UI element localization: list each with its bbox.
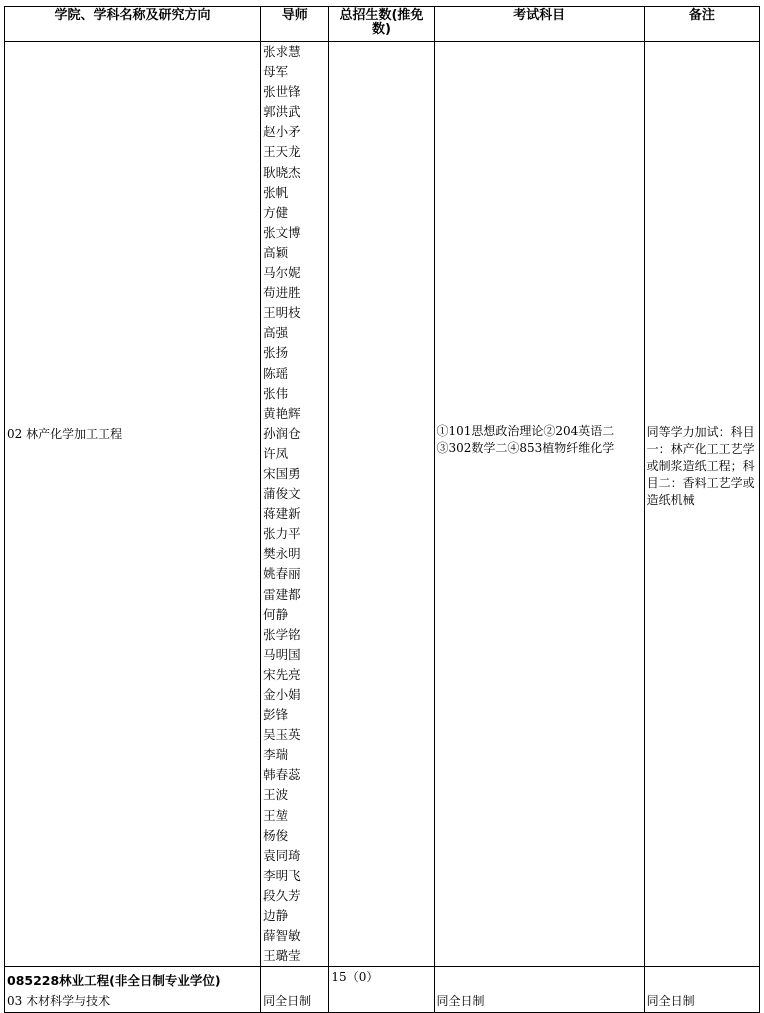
note-cell bbox=[644, 42, 759, 967]
advisor-name: 耿晓杰 bbox=[263, 164, 301, 180]
exam-subjects: ①101思想政治理论②204英语二③302数学二④853植物纤维化学 bbox=[436, 424, 615, 455]
advisor-name: 张帆 bbox=[263, 184, 289, 200]
quota-cell bbox=[329, 991, 434, 1013]
advisor-name: 张扬 bbox=[263, 345, 289, 361]
advisor-name: 吴玉英 bbox=[263, 727, 301, 743]
advisor-name: 张世锋 bbox=[263, 84, 301, 100]
program-note bbox=[644, 967, 759, 992]
advisor-name: 张求慧 bbox=[263, 44, 301, 59]
advisor-name: 袁同琦 bbox=[263, 847, 301, 863]
advisor-name: 李瑞 bbox=[263, 747, 289, 763]
exam-cell: 同全日制 bbox=[434, 991, 644, 1013]
advisor-name: 宋国勇 bbox=[263, 465, 301, 481]
advisor-name: 王天龙 bbox=[263, 144, 301, 160]
advisor-name: 郭洪武 bbox=[263, 104, 301, 120]
program-title: 085228林业工程(非全日制专业学位) bbox=[5, 967, 261, 992]
enrollment-table bbox=[4, 6, 760, 1013]
advisor-name: 段久芳 bbox=[263, 887, 301, 903]
advisor-name: 王波 bbox=[263, 787, 289, 803]
advisor-name: 张力平 bbox=[263, 526, 301, 542]
table-row bbox=[5, 991, 760, 1013]
header-advisor: 导师 bbox=[261, 7, 329, 42]
advisor-cell: 同全日制 bbox=[261, 991, 329, 1013]
advisor-name: 张伟 bbox=[263, 385, 289, 401]
program-exam bbox=[434, 967, 644, 992]
advisor-name: 王堃 bbox=[263, 807, 289, 823]
advisor-name: 孙润仓 bbox=[263, 425, 301, 441]
remark-text: 同等学力加试：科目一：林产化工工艺学或制浆造纸工程；科目二：香料工艺学或造纸机械 bbox=[646, 425, 755, 507]
advisor-list bbox=[263, 42, 326, 966]
quota-cell bbox=[329, 42, 434, 967]
table-header-row bbox=[5, 7, 760, 42]
advisor-name: 赵小矛 bbox=[263, 124, 301, 140]
header-exam: 考试科目 bbox=[434, 7, 644, 42]
program-quota: 15（0） bbox=[329, 967, 434, 992]
advisor-name: 李明飞 bbox=[263, 867, 301, 883]
advisor-name: 薛智敏 bbox=[263, 928, 301, 944]
exam-cell bbox=[434, 42, 644, 967]
direction-cell bbox=[5, 42, 261, 967]
advisor-name: 雷建都 bbox=[263, 586, 301, 602]
advisor-name: 姚春丽 bbox=[263, 566, 301, 582]
program-advisor bbox=[261, 967, 329, 992]
advisor-name: 何静 bbox=[263, 606, 289, 622]
advisor-name: 张文博 bbox=[263, 224, 301, 240]
advisor-name: 蒋建新 bbox=[263, 506, 301, 522]
advisor-name: 高强 bbox=[263, 325, 289, 341]
advisor-name: 金小娟 bbox=[263, 687, 301, 702]
advisor-name: 张学铭 bbox=[263, 626, 301, 642]
advisor-name: 王璐莹 bbox=[263, 948, 301, 964]
advisor-name: 马明国 bbox=[263, 646, 301, 662]
table-row-program bbox=[5, 967, 760, 992]
advisor-name: 陈瑶 bbox=[263, 365, 289, 381]
header-note: 备注 bbox=[644, 7, 759, 42]
advisor-name: 王明枝 bbox=[263, 305, 301, 321]
advisor-name: 许凤 bbox=[263, 445, 289, 461]
advisor-name: 宋先亮 bbox=[263, 666, 301, 682]
advisor-name: 高颖 bbox=[263, 244, 289, 260]
direction-cell: 03 木材科学与技术 bbox=[5, 991, 261, 1013]
advisor-cell bbox=[261, 42, 329, 967]
advisor-name: 韩春蕊 bbox=[263, 767, 301, 783]
advisor-name: 苟进胜 bbox=[263, 285, 301, 301]
advisor-name: 边静 bbox=[263, 908, 289, 924]
note-cell: 同全日制 bbox=[644, 991, 759, 1013]
advisor-name: 蒲俊文 bbox=[263, 486, 301, 502]
header-direction: 学院、学科名称及研究方向 bbox=[5, 7, 261, 42]
advisor-name: 黄艳辉 bbox=[263, 405, 301, 421]
advisor-name: 杨俊 bbox=[263, 827, 289, 843]
advisor-name: 彭锋 bbox=[263, 707, 289, 723]
advisor-name: 方健 bbox=[263, 204, 289, 220]
advisor-name: 樊永明 bbox=[263, 546, 301, 562]
advisor-name: 马尔妮 bbox=[263, 265, 301, 281]
research-direction: 02 林产化学加工工程 bbox=[7, 427, 123, 441]
header-quota: 总招生数(推免数) bbox=[329, 7, 434, 42]
table-row bbox=[5, 42, 760, 967]
advisor-name: 母军 bbox=[263, 64, 289, 80]
